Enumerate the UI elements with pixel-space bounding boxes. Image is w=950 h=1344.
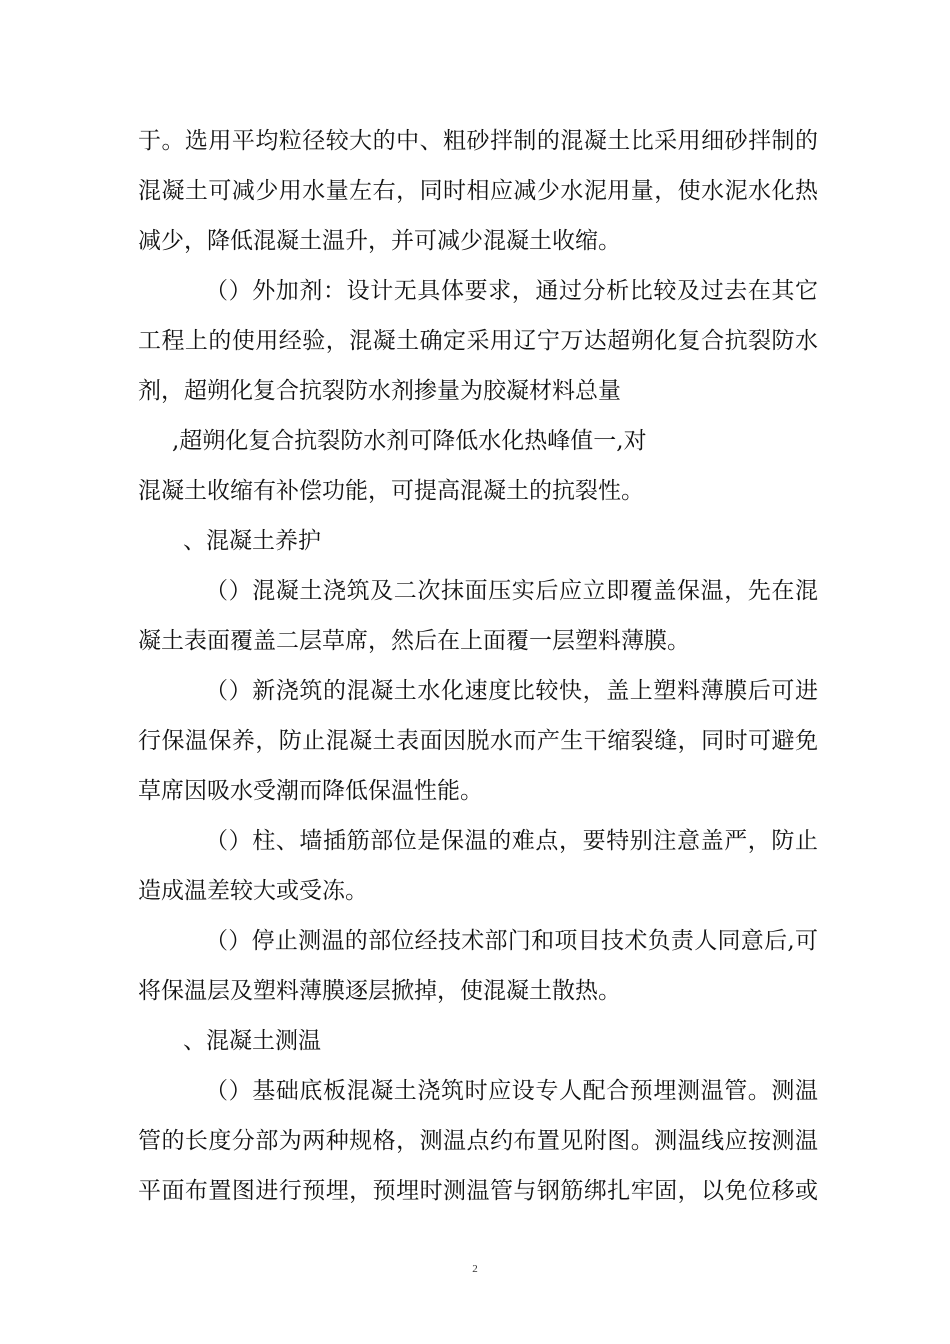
text-line: 混凝土收缩有补偿功能，可提高混凝土的抗裂性。 [138,478,644,504]
text-line: 混凝土可减少用水量左右，同时相应减少水泥用量，使水泥水化热 [138,178,818,204]
text-line: 管的长度分部为两种规格，测温点约布置见附图。测温线应按测温 [138,1128,818,1154]
page-number: 2 [472,1263,478,1275]
text-line: 造成温差较大或受冻。 [138,878,368,904]
section-heading: 、混凝土养护 [183,528,321,554]
text-line: 行保温保养，防止混凝土表面因脱水而产生干缩裂缝，同时可避免 [138,728,818,754]
text-line: （）柱、墙插筋部位是保温的难点，要特别注意盖严，防止 [205,828,818,854]
text-line: （）新浇筑的混凝土水化速度比较快，盖上塑料薄膜后可进 [205,678,818,704]
text-line: 凝土表面覆盖二层草席，然后在上面覆一层塑料薄膜。 [138,628,690,654]
section-heading: 、混凝土测温 [183,1028,321,1054]
text-line: （）停止测温的部位经技术部门和项目技术负责人同意后,可 [205,928,818,954]
text-line: 平面布置图进行预埋，预埋时测温管与钢筋绑扎牢固，以免位移或 [138,1178,818,1204]
text-line: （）外加剂：设计无具体要求，通过分析比较及过去在其它 [205,278,818,304]
text-line: 将保温层及塑料薄膜逐层掀掉，使混凝土散热。 [138,978,621,1004]
text-line: 于。选用平均粒径较大的中、粗砂拌制的混凝土比采用细砂拌制的 [138,128,818,154]
text-line: 工程上的使用经验，混凝土确定采用辽宁万达超朔化复合抗裂防水 [138,328,818,354]
text-line: （）混凝土浇筑及二次抹面压实后应立即覆盖保温，先在混 [205,578,818,604]
text-line: 减少，降低混凝土温升，并可减少混凝土收缩。 [138,228,621,254]
text-line: ,超朔化复合抗裂防水剂可降低水化热峰值一,对 [172,428,647,454]
text-line: （）基础底板混凝土浇筑时应设专人配合预埋测温管。测温 [205,1078,818,1104]
text-line: 草席因吸水受潮而降低保温性能。 [138,778,483,804]
text-line: 剂，超朔化复合抗裂防水剂掺量为胶凝材料总量 [138,378,621,404]
